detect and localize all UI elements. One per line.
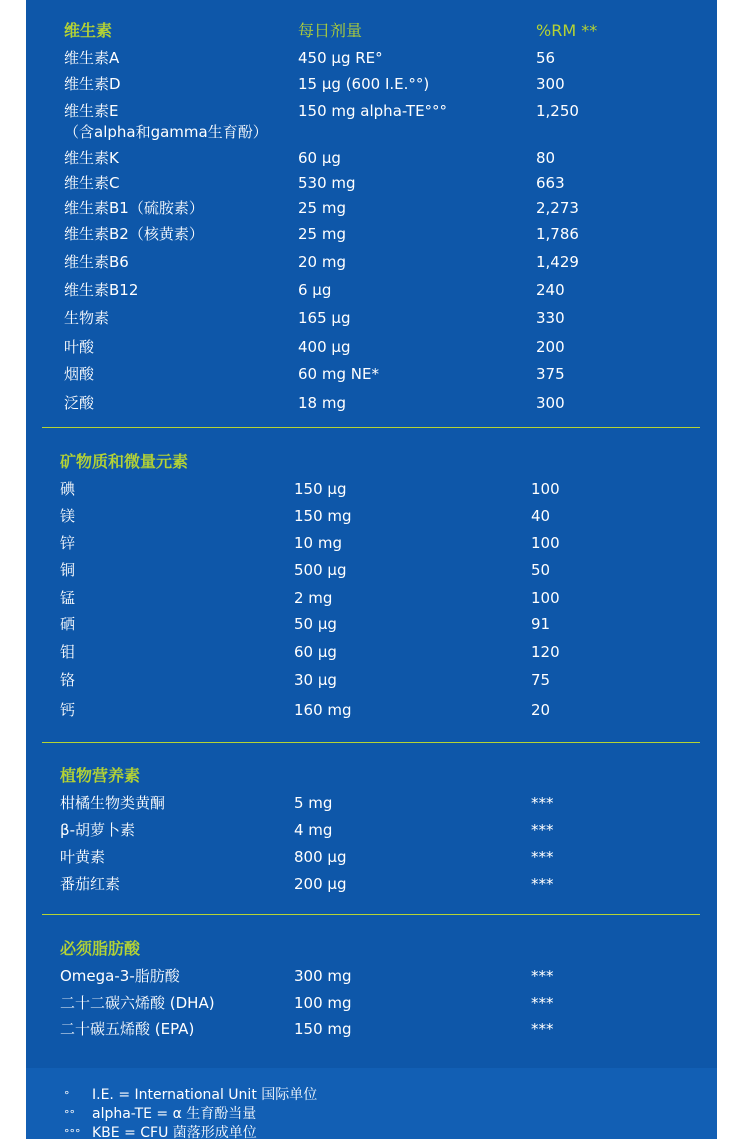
nutrient-name: 生物素 [64, 309, 110, 327]
rm-value: 91 [531, 615, 551, 633]
rm-value: 663 [536, 174, 565, 192]
nutrient-name: 二十碳五烯酸 (EPA) [60, 1020, 195, 1038]
nutrient-name: 铬 [60, 671, 76, 689]
nutrient-name: 硒 [60, 615, 76, 633]
rm-value: 1,786 [536, 225, 579, 243]
nutrient-name: 柑橘生物类黄酮 [60, 794, 166, 812]
rm-value: 300 [536, 75, 565, 93]
phytonutrients-header [26, 764, 717, 788]
daily-dose: 30 μg [294, 671, 337, 689]
daily-dose: 530 mg [298, 174, 356, 192]
nutrient-name: 维生素K [64, 149, 119, 167]
nutrient-name: 泛酸 [64, 394, 95, 412]
footnote-text: alpha-TE = α 生育酚当量 [92, 1106, 257, 1122]
nutrient-name: 番茄红素 [60, 875, 121, 893]
rm-value: *** [531, 1020, 554, 1038]
nutrient-name: 锌 [60, 534, 76, 552]
vitamins-header [26, 19, 717, 43]
table-row [26, 698, 717, 722]
rm-value: 75 [531, 671, 551, 689]
daily-dose: 50 μg [294, 615, 337, 633]
footnote-text: I.E. = International Unit 国际单位 [92, 1087, 318, 1103]
daily-dose: 60 mg NE* [298, 365, 379, 383]
table-row [26, 872, 717, 896]
table-row [26, 791, 717, 815]
daily-dose: 150 mg alpha-TE°°° [298, 102, 448, 120]
footnote-symbol: °°° [64, 1127, 81, 1140]
rm-value: *** [531, 875, 554, 893]
table-row [26, 146, 717, 170]
table-row [26, 477, 717, 501]
table-row [26, 612, 717, 636]
rm-value: *** [531, 994, 554, 1012]
footnote-text: KBE = CFU 菌落形成单位 [92, 1125, 257, 1141]
daily-dose: 200 μg [294, 875, 347, 893]
daily-dose: 25 mg [298, 225, 346, 243]
nutrient-name: 镁 [60, 507, 76, 525]
table-row [26, 640, 717, 664]
rm-value: 240 [536, 281, 565, 299]
section-title: 必须脂肪酸 [60, 939, 141, 958]
daily-dose: 5 mg [294, 794, 333, 812]
daily-dose: 60 μg [298, 149, 341, 167]
section-divider [42, 914, 700, 915]
nutrient-name: 叶酸 [64, 338, 95, 356]
rm-value: 20 [531, 701, 551, 719]
daily-dose: 4 mg [294, 821, 333, 839]
nutrient-name: 铜 [60, 561, 76, 579]
rm-value: *** [531, 848, 554, 866]
daily-dose: 165 μg [298, 309, 351, 327]
table-row [26, 845, 717, 869]
table-row [26, 558, 717, 582]
daily-dose: 150 mg [294, 507, 352, 525]
table-row [26, 222, 717, 246]
section-title: 维生素 [64, 21, 113, 40]
rm-value: 40 [531, 507, 551, 525]
table-row [26, 196, 717, 220]
daily-dose: 150 μg [294, 480, 347, 498]
daily-dose: 160 mg [294, 701, 352, 719]
footnote [26, 1086, 717, 1105]
nutrient-name: 叶黄素 [60, 848, 106, 866]
nutrient-name: 钼 [60, 643, 76, 661]
daily-dose: 18 mg [298, 394, 346, 412]
fatty-acids-header [26, 937, 717, 961]
rm-value: 1,429 [536, 253, 579, 271]
rm-value: 50 [531, 561, 551, 579]
table-row [26, 171, 717, 195]
footnote [26, 1105, 717, 1124]
nutrient-name: Omega-3-脂肪酸 [60, 967, 180, 985]
rm-value: 330 [536, 309, 565, 327]
table-row [26, 250, 717, 274]
daily-dose: 450 μg RE° [298, 49, 383, 67]
nutrient-name: 维生素C [64, 174, 120, 192]
nutrient-name: 维生素B6 [64, 253, 129, 271]
nutrient-name: 维生素A [64, 49, 120, 67]
table-row [26, 391, 717, 415]
table-row [26, 818, 717, 842]
daily-dose: 6 μg [298, 281, 332, 299]
table-row [26, 335, 717, 359]
nutrient-name: 碘 [60, 480, 76, 498]
nutrient-name: 二十二碳六烯酸 (DHA) [60, 994, 215, 1012]
nutrient-name: 维生素B12 [64, 281, 139, 299]
daily-dose: 500 μg [294, 561, 347, 579]
daily-dose: 20 mg [298, 253, 346, 271]
nutrient-name: 维生素E [64, 102, 119, 120]
table-row [26, 72, 717, 96]
daily-dose: 10 mg [294, 534, 342, 552]
daily-dose: 2 mg [294, 589, 333, 607]
table-row [26, 586, 717, 610]
rm-value: 56 [536, 49, 556, 67]
table-row [26, 1017, 717, 1041]
table-row [26, 306, 717, 330]
nutrient-name: 维生素B2（核黄素） [64, 225, 204, 243]
nutrient-name: β-胡萝卜素 [60, 821, 135, 839]
nutrient-name: 钙 [60, 701, 76, 719]
section-title: 植物营养素 [60, 766, 141, 785]
daily-dose: 300 mg [294, 967, 352, 985]
section-title: 矿物质和微量元素 [60, 452, 189, 471]
rm-value: 300 [536, 394, 565, 412]
table-row [26, 362, 717, 386]
daily-dose: 400 μg [298, 338, 351, 356]
table-row [26, 278, 717, 302]
rm-value: 2,273 [536, 199, 579, 217]
rm-value: *** [531, 794, 554, 812]
rm-value: 100 [531, 589, 560, 607]
table-row [26, 991, 717, 1015]
section-divider [42, 742, 700, 743]
table-row [26, 46, 717, 70]
footnote-symbol: ° [64, 1089, 70, 1102]
rm-value: 100 [531, 480, 560, 498]
column-header-daily-dose: 每日剂量 [298, 21, 363, 40]
nutrient-name: （含alpha和gamma生育酚） [64, 123, 268, 141]
minerals-header [26, 450, 717, 474]
rm-value: 100 [531, 534, 560, 552]
rm-value: 375 [536, 365, 565, 383]
daily-dose: 25 mg [298, 199, 346, 217]
footnote [26, 1124, 717, 1143]
daily-dose: 15 μg (600 I.E.°°) [298, 75, 430, 93]
column-header-rm: %RM ** [536, 21, 598, 40]
nutrient-name: 维生素B1（硫胺素） [64, 199, 204, 217]
rm-value: 120 [531, 643, 560, 661]
daily-dose: 60 μg [294, 643, 337, 661]
daily-dose: 150 mg [294, 1020, 352, 1038]
table-row [26, 504, 717, 528]
section-divider [42, 427, 700, 428]
daily-dose: 800 μg [294, 848, 347, 866]
rm-value: *** [531, 967, 554, 985]
footnote-symbol: °° [64, 1108, 75, 1121]
daily-dose: 100 mg [294, 994, 352, 1012]
rm-value: 80 [536, 149, 556, 167]
rm-value: 200 [536, 338, 565, 356]
nutrient-name: 锰 [60, 589, 76, 607]
footnotes [26, 1068, 717, 1139]
rm-value: 1,250 [536, 102, 579, 120]
table-row [26, 531, 717, 555]
rm-value: *** [531, 821, 554, 839]
nutrient-name: 烟酸 [64, 365, 95, 383]
table-row [26, 964, 717, 988]
table-row [26, 668, 717, 692]
table-row [26, 120, 717, 144]
nutrient-name: 维生素D [64, 75, 121, 93]
